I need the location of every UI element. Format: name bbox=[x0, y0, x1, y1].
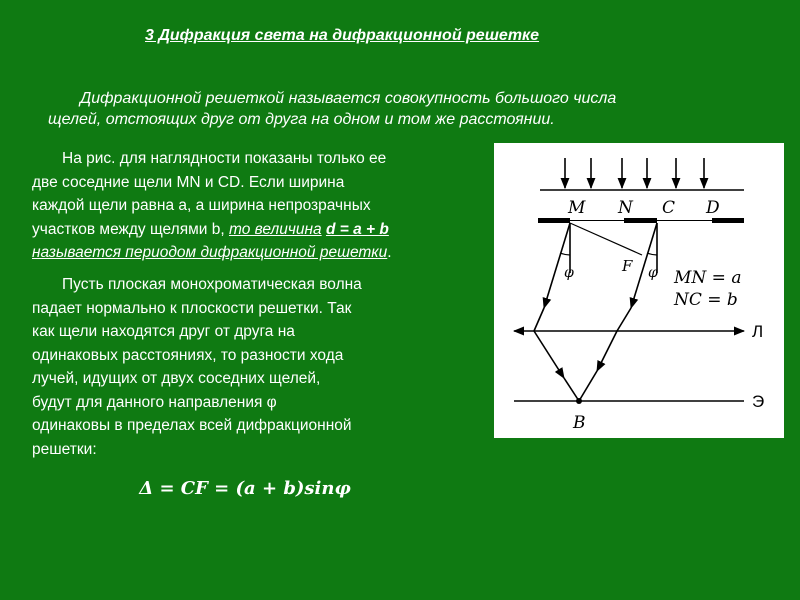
label-phi-left: φ bbox=[564, 265, 574, 281]
converging-ray-1-cont bbox=[564, 378, 579, 401]
period-prefix: то величина bbox=[228, 220, 322, 238]
paragraph1-line-2: две соседние щели MN и CD. Если ширина bbox=[32, 173, 345, 191]
perpendicular-mf bbox=[570, 223, 642, 255]
label-f: F bbox=[622, 257, 633, 275]
diffracted-ray-c-cont bbox=[617, 308, 631, 331]
label-mn: MN = a bbox=[674, 268, 742, 288]
period-end: . bbox=[387, 244, 392, 261]
angle-arc-right bbox=[647, 253, 657, 255]
path-difference-formula: Δ = CF = (a + b)sinφ bbox=[139, 478, 351, 499]
definition-line-2: щелей, отстоящих друг от друга на одном и том же расстоянии. bbox=[48, 111, 555, 128]
period-formula: d = a + b bbox=[325, 220, 389, 238]
label-lens: Л bbox=[752, 322, 764, 341]
diffracted-ray-m-cont bbox=[534, 308, 544, 331]
converging-ray-2 bbox=[597, 331, 617, 371]
paragraph1-line-1: На рис. для наглядности показаны только ее bbox=[62, 150, 387, 167]
label-b: B bbox=[573, 413, 586, 433]
label-phi-right: φ bbox=[648, 265, 658, 281]
paragraph1-line-3: каждой щели равна a, а ширина непрозрачных bbox=[32, 197, 371, 214]
point-b bbox=[576, 398, 582, 404]
definition-line-1: Дифракционной решеткой называется совокупность большого числа bbox=[80, 90, 617, 107]
label-screen: Э bbox=[752, 392, 765, 411]
label-c: C bbox=[662, 198, 676, 218]
paragraph2-line-2: падает нормально к плоскости решетки. Так bbox=[32, 299, 352, 317]
converging-ray-2-cont bbox=[579, 371, 597, 401]
paragraph2-line-8: решетки: bbox=[32, 440, 97, 458]
paragraph2-line-1: Пусть плоская монохроматическая волна bbox=[62, 276, 362, 293]
definition-text bbox=[48, 88, 708, 130]
paragraph2-line-7: одинаковы в пределах всей дифракционной bbox=[32, 417, 352, 434]
paragraph-wave bbox=[32, 273, 492, 461]
label-n: N bbox=[618, 198, 633, 218]
grating-diagram-svg bbox=[494, 143, 784, 438]
paragraph1-line-4: участков между щелями b, bbox=[32, 220, 225, 238]
page-title: 3 Дифракция света на дифракционной решетке bbox=[145, 27, 540, 44]
label-nc: NC = b bbox=[674, 290, 738, 310]
period-definition: называется периодом дифракционной решетки bbox=[32, 244, 388, 261]
angle-arc-left bbox=[560, 253, 570, 255]
paragraph2-line-3: как щели находятся друг от друга на bbox=[32, 323, 295, 340]
grating-diagram bbox=[494, 143, 784, 438]
paragraph-slits bbox=[32, 147, 492, 265]
paragraph2-line-6: будут для данного направления φ bbox=[32, 393, 277, 411]
paragraph2-line-5: лучей, идущих от двух соседних щелей, bbox=[32, 370, 321, 387]
paragraph2-line-4: одинаковых расстояниях, то разности хода bbox=[32, 346, 344, 364]
label-d: D bbox=[706, 198, 720, 218]
converging-ray-1 bbox=[534, 331, 564, 378]
label-m: M bbox=[568, 198, 586, 218]
